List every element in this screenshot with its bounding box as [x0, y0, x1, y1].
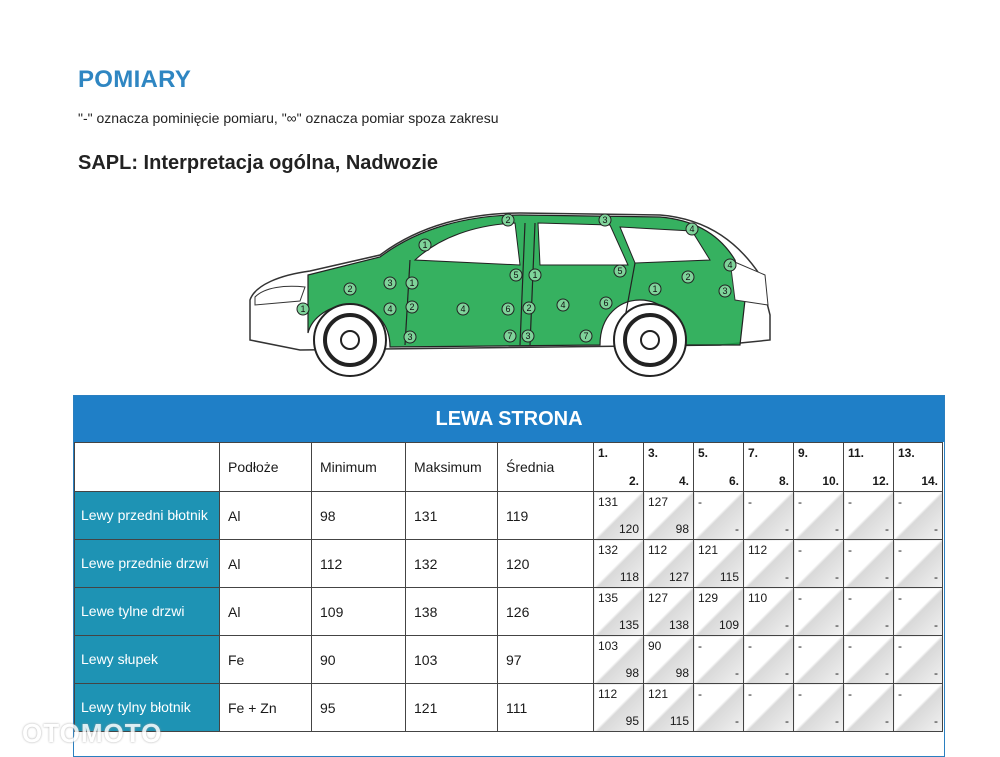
cell-max: 103: [406, 636, 498, 684]
cell-avg: 97: [498, 636, 594, 684]
marker: [649, 283, 661, 295]
measurement-cell: [594, 492, 644, 540]
svg-text:6: 6: [603, 298, 609, 308]
cell-base: Al: [220, 588, 312, 636]
measurement-value: 127: [648, 591, 669, 605]
svg-text:3: 3: [387, 278, 393, 288]
measurement-value: -: [848, 687, 852, 701]
measurement-value: 138: [668, 618, 689, 632]
measurement-value: 121: [698, 543, 719, 557]
measurement-cell: [644, 540, 694, 588]
marker: [344, 283, 356, 295]
header-corner: [75, 443, 220, 492]
measurement-value: 120: [618, 522, 639, 536]
point-number: 8.: [778, 474, 789, 488]
measurement-value: -: [698, 639, 702, 653]
measurement-cell: [894, 540, 943, 588]
measurement-value: -: [848, 543, 852, 557]
cell-avg: 120: [498, 540, 594, 588]
measurement-value: -: [885, 714, 889, 728]
measure-point-header: [794, 443, 844, 492]
marker: [406, 301, 418, 313]
measurement-value: 129: [698, 591, 719, 605]
measurement-cell: [794, 684, 844, 732]
measurement-value: 135: [618, 618, 639, 632]
measurement-value: 98: [675, 666, 689, 680]
measurement-value: 103: [598, 639, 619, 653]
measurement-value: -: [835, 570, 839, 584]
measurement-value: 95: [625, 714, 639, 728]
marker: [580, 330, 592, 342]
measurement-cell: [644, 684, 694, 732]
measurement-cell: [594, 684, 644, 732]
point-number: 1.: [598, 446, 609, 460]
measurement-value: -: [698, 687, 702, 701]
marker: [504, 330, 516, 342]
svg-text:5: 5: [513, 270, 519, 280]
measurement-value: 135: [598, 591, 619, 605]
table-row: [75, 492, 943, 540]
measurement-value: -: [798, 543, 802, 557]
measurement-value: -: [785, 570, 789, 584]
measurement-cell: [794, 588, 844, 636]
svg-text:3: 3: [602, 215, 608, 225]
legend-note: "-" oznacza pominięcie pomiaru, "∞" oznacza pomiar spoza zakresu: [78, 110, 499, 126]
measurement-cell: [844, 492, 894, 540]
measurement-value: -: [835, 714, 839, 728]
point-number: 13.: [898, 446, 915, 460]
measurement-value: 98: [625, 666, 639, 680]
measurement-value: 109: [718, 618, 739, 632]
measurement-value: -: [835, 522, 839, 536]
measurement-table: [73, 395, 945, 757]
measurement-cell: [894, 588, 943, 636]
svg-text:2: 2: [409, 302, 415, 312]
measurement-value: -: [748, 495, 752, 509]
measurement-cell: [644, 588, 694, 636]
measurement-value: -: [798, 639, 802, 653]
measurement-value: -: [735, 522, 739, 536]
marker: [457, 303, 469, 315]
measurement-value: 127: [648, 495, 669, 509]
measure-point-header: [744, 443, 794, 492]
row-label: Lewe tylne drzwi: [75, 588, 220, 636]
measurement-cell: [744, 636, 794, 684]
svg-text:2: 2: [347, 284, 353, 294]
measurement-value: -: [898, 591, 902, 605]
marker: [384, 303, 396, 315]
measurement-value: -: [848, 495, 852, 509]
measurement-value: 131: [598, 495, 619, 509]
measurement-cell: [744, 492, 794, 540]
measurement-cell: [694, 684, 744, 732]
point-number: 2.: [628, 474, 639, 488]
measurement-cell: [894, 636, 943, 684]
marker: [510, 269, 522, 281]
svg-text:5: 5: [617, 266, 623, 276]
table-row: [75, 588, 943, 636]
column-header: Średnia: [498, 443, 594, 492]
row-label: Lewy słupek: [75, 636, 220, 684]
cell-min: 112: [312, 540, 406, 588]
measure-point-header: [844, 443, 894, 492]
point-number: 14.: [921, 474, 938, 488]
marker: [297, 303, 309, 315]
measurement-cell: [844, 636, 894, 684]
marker: [419, 239, 431, 251]
marker: [523, 302, 535, 314]
measurement-value: -: [934, 618, 938, 632]
column-header: Minimum: [312, 443, 406, 492]
measurement-value: -: [748, 639, 752, 653]
marker: [600, 297, 612, 309]
cell-max: 138: [406, 588, 498, 636]
measurement-value: 112: [748, 543, 768, 557]
measurement-cell: [594, 588, 644, 636]
measurement-value: -: [885, 666, 889, 680]
cell-base: Fe: [220, 636, 312, 684]
measurement-cell: [744, 588, 794, 636]
measurement-cell: [694, 540, 744, 588]
measurement-value: -: [735, 714, 739, 728]
marker: [522, 330, 534, 342]
marker: [529, 269, 541, 281]
svg-text:4: 4: [387, 304, 393, 314]
svg-text:3: 3: [407, 332, 413, 342]
measurement-value: -: [934, 714, 938, 728]
marker: [719, 285, 731, 297]
cell-avg: 126: [498, 588, 594, 636]
measurement-cell: [744, 540, 794, 588]
measurement-value: -: [835, 618, 839, 632]
measurement-cell: [844, 684, 894, 732]
cell-min: 109: [312, 588, 406, 636]
svg-text:1: 1: [409, 278, 415, 288]
svg-text:1: 1: [422, 240, 428, 250]
measure-point-header: [594, 443, 644, 492]
measurement-value: -: [735, 666, 739, 680]
svg-text:2: 2: [505, 215, 511, 225]
table-title: LEWA STRONA: [74, 396, 944, 442]
measurement-value: 115: [669, 714, 689, 728]
marker: [682, 271, 694, 283]
marker: [404, 331, 416, 343]
measure-point-header: [694, 443, 744, 492]
page-title: POMIARY: [78, 66, 192, 93]
measurement-value: -: [785, 714, 789, 728]
point-number: 10.: [822, 474, 839, 488]
marker: [557, 299, 569, 311]
svg-text:7: 7: [507, 331, 513, 341]
cell-base: Fe + Zn: [220, 684, 312, 732]
measurement-value: -: [898, 543, 902, 557]
measurement-cell: [894, 684, 943, 732]
measurement-value: 98: [675, 522, 689, 536]
marker: [614, 265, 626, 277]
measurement-cell: [794, 636, 844, 684]
marker: [599, 214, 611, 226]
svg-text:4: 4: [460, 304, 466, 314]
svg-text:1: 1: [652, 284, 658, 294]
measurement-cell: [594, 636, 644, 684]
measurement-value: -: [934, 666, 938, 680]
measurement-cell: [794, 540, 844, 588]
point-number: 12.: [872, 474, 889, 488]
row-label: Lewy tylny błotnik: [75, 684, 220, 732]
point-number: 3.: [648, 446, 659, 460]
measurement-value: -: [798, 687, 802, 701]
cell-avg: 119: [498, 492, 594, 540]
point-number: 9.: [798, 446, 809, 460]
measurement-value: 90: [648, 639, 662, 653]
measurement-value: -: [848, 639, 852, 653]
table-header-row: [75, 443, 943, 492]
row-label: Lewe przednie drzwi: [75, 540, 220, 588]
measurement-cell: [694, 636, 744, 684]
point-number: 11.: [848, 446, 865, 460]
cell-min: 90: [312, 636, 406, 684]
measurement-value: -: [698, 495, 702, 509]
measurement-value: -: [848, 591, 852, 605]
marker: [502, 214, 514, 226]
measure-point-header: [894, 443, 943, 492]
cell-base: Al: [220, 540, 312, 588]
cell-min: 98: [312, 492, 406, 540]
watermark: OTOMOTO: [22, 718, 163, 748]
svg-text:7: 7: [583, 331, 589, 341]
svg-text:3: 3: [722, 286, 728, 296]
measurement-value: -: [798, 495, 802, 509]
measurement-value: 132: [598, 543, 619, 557]
measurement-value: -: [785, 522, 789, 536]
measurement-value: -: [934, 522, 938, 536]
measurement-value: -: [785, 666, 789, 680]
cell-min: 95: [312, 684, 406, 732]
row-label: Lewy przedni błotnik: [75, 492, 220, 540]
table-row: [75, 540, 943, 588]
cell-avg: 111: [498, 684, 594, 732]
measurement-value: -: [898, 639, 902, 653]
cell-max: 121: [406, 684, 498, 732]
measurement-value: 112: [598, 687, 618, 701]
point-number: 4.: [678, 474, 689, 488]
table-row: [75, 684, 943, 732]
section-subtitle: SAPL: Interpretacja ogólna, Nadwozie: [78, 152, 439, 174]
svg-text:1: 1: [532, 270, 538, 280]
measurement-value: -: [798, 591, 802, 605]
table-row: [75, 636, 943, 684]
measurement-value: 118: [619, 570, 639, 584]
measurement-cell: [844, 540, 894, 588]
measurement-cell: [894, 492, 943, 540]
column-header: Podłoże: [220, 443, 312, 492]
marker: [502, 303, 514, 315]
measurement-value: 127: [668, 570, 689, 584]
marker: [724, 259, 736, 271]
measurement-value: -: [898, 687, 902, 701]
car-diagram: [240, 205, 780, 385]
measurement-value: -: [785, 618, 789, 632]
measurement-value: 112: [648, 543, 668, 557]
measurement-cell: [694, 492, 744, 540]
marker: [384, 277, 396, 289]
svg-text:3: 3: [525, 331, 531, 341]
measurement-value: -: [835, 666, 839, 680]
measurement-cell: [694, 588, 744, 636]
measurement-value: -: [748, 687, 752, 701]
measurement-cell: [644, 492, 694, 540]
cell-max: 132: [406, 540, 498, 588]
measurement-cell: [594, 540, 644, 588]
cell-max: 131: [406, 492, 498, 540]
measurement-value: 110: [748, 591, 768, 605]
measurement-cell: [794, 492, 844, 540]
measure-point-header: [644, 443, 694, 492]
svg-text:2: 2: [685, 272, 691, 282]
cell-base: Al: [220, 492, 312, 540]
point-number: 6.: [728, 474, 739, 488]
svg-text:2: 2: [526, 303, 532, 313]
point-number: 5.: [698, 446, 709, 460]
point-number: 7.: [748, 446, 759, 460]
svg-text:4: 4: [727, 260, 733, 270]
measurement-value: -: [885, 570, 889, 584]
marker: [406, 277, 418, 289]
measurement-grid: [74, 442, 943, 732]
measurement-value: -: [934, 570, 938, 584]
measurement-value: -: [885, 522, 889, 536]
measurement-value: -: [898, 495, 902, 509]
measurement-value: -: [885, 618, 889, 632]
svg-text:4: 4: [689, 224, 695, 234]
svg-text:6: 6: [505, 304, 511, 314]
measurement-cell: [844, 588, 894, 636]
measurement-value: 121: [648, 687, 669, 701]
svg-text:4: 4: [560, 300, 566, 310]
svg-text:1: 1: [300, 304, 306, 314]
measurement-cell: [744, 684, 794, 732]
column-header: Maksimum: [406, 443, 498, 492]
measurement-value: 115: [719, 570, 739, 584]
marker: [686, 223, 698, 235]
measurement-cell: [644, 636, 694, 684]
